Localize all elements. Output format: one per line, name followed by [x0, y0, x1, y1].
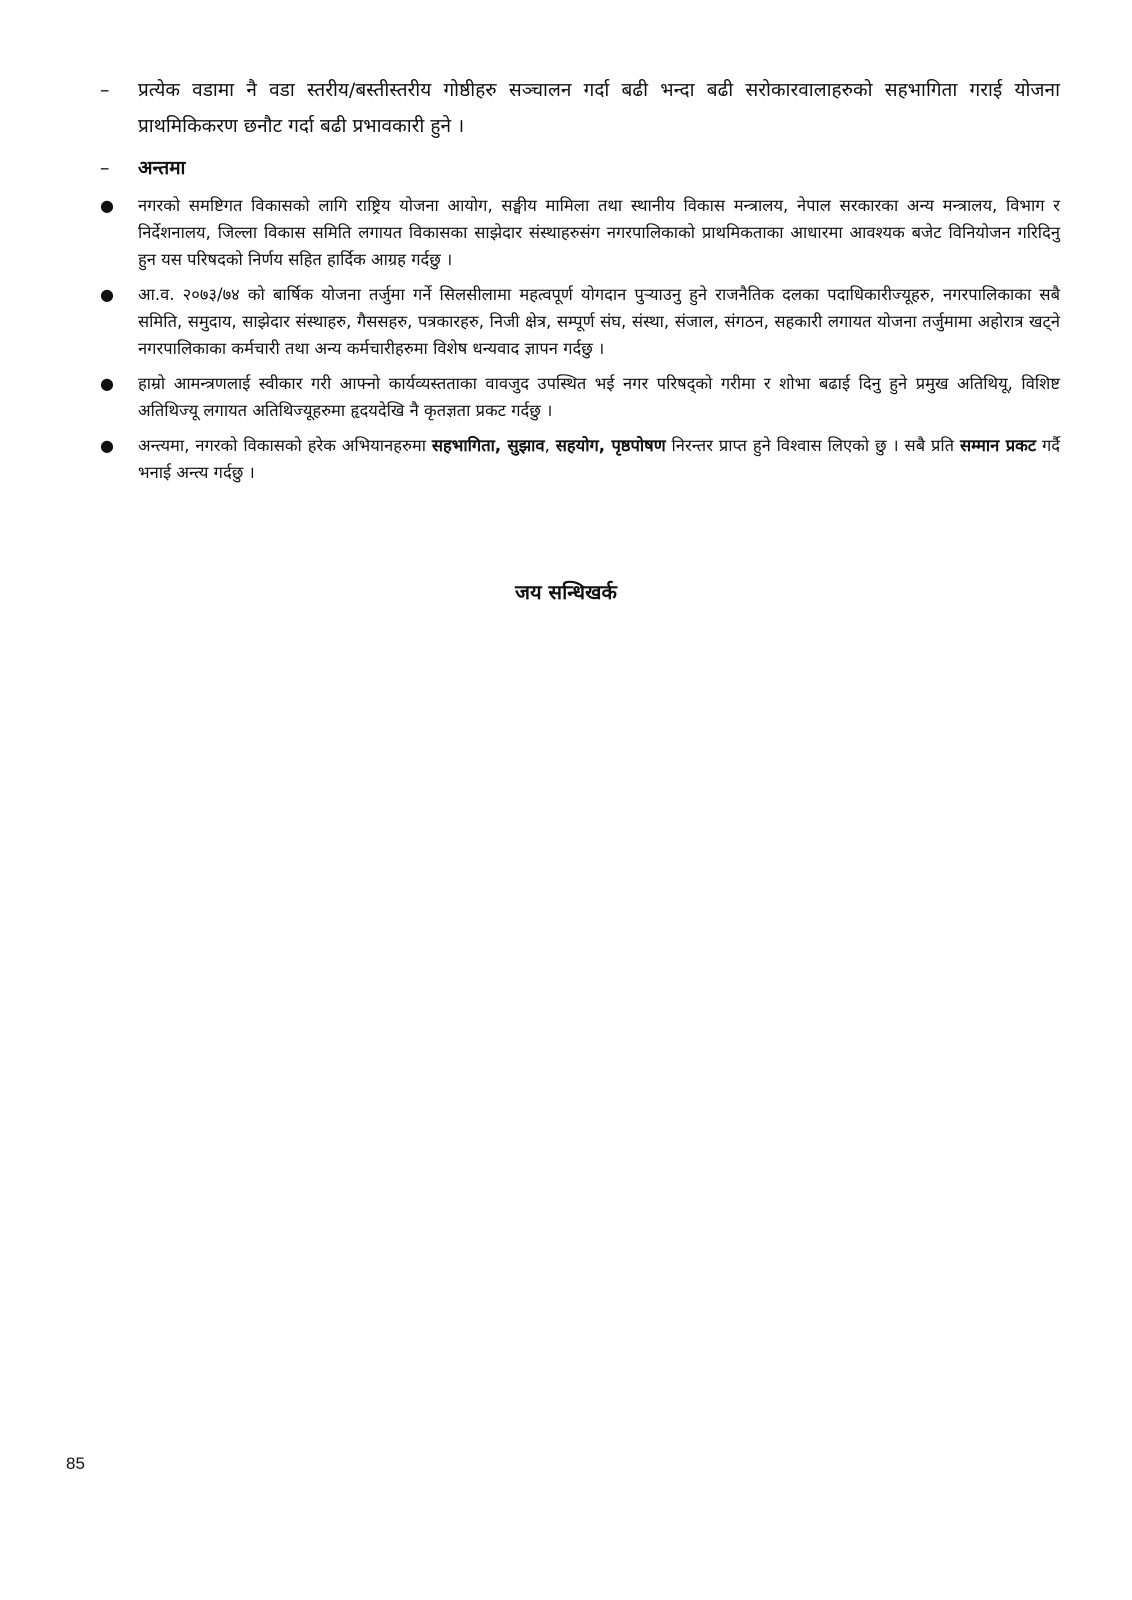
document-body	[100, 72, 1060, 494]
bullet-text	[138, 432, 1060, 486]
bullet-dot-icon: ●	[100, 196, 114, 215]
closing-slogan: जय सन्धिखर्क	[515, 580, 617, 604]
bullet-item	[100, 370, 1060, 424]
section-heading	[100, 150, 1060, 186]
text-segment: निरन्तर प्राप्त हुने विश्वास लिएको छु । सबै प्रति	[665, 436, 960, 455]
dash-marker: –	[100, 79, 110, 101]
page-number: 85	[66, 1454, 85, 1473]
bold-segment: सहयोग, पृष्ठपोषण	[555, 436, 666, 455]
dash-marker: –	[100, 157, 110, 179]
bullet-text: आ.व. २०७३/७४ को बार्षिक योजना तर्जुमा गर्ने सिलसीलामा महत्वपूर्ण योगदान पुर्‍याउनु हुने राजनैतिक दलका पदाधिकारीज्यूहरु, नगरपालिकाका सबै समिति, समुदाय, साझेदार संस्थाहरु, गैससहरु, पत्रकारहरु, निजी क्षेत्र, सम्पूर्ण संघ, संस्था, संजाल, संगठन, सहकारी लगायत योजना तर्जुमामा अहोरात्र खट्ने नगरपालिकाका कर्मचारी तथा अन्य कर्मचारीहरुमा विशेष धन्यवाद ज्ञापन गर्दछु ।	[138, 285, 1060, 358]
section-heading-text: अन्तमा	[138, 157, 186, 179]
bold-segment: सम्मान प्रकट	[959, 436, 1037, 455]
bullet-item	[100, 432, 1060, 486]
bullet-item	[100, 281, 1060, 362]
text-segment: अन्त्यमा, नगरको विकासको हरेक अभियानहरुमा	[138, 436, 432, 455]
bold-segment: सहभागिता, सुझाव	[431, 436, 545, 455]
bullet-item	[100, 192, 1060, 273]
dash-item-text: प्रत्येक वडामा नै वडा स्तरीय/बस्तीस्तरीय गोष्ठीहरु सञ्चालन गर्दा बढी भन्दा बढी सरोकारवालाहरुको सहभागिता गराई योजना प्राथमिकिकरण छनौट गर्दा बढी प्रभावकारी हुने ।	[138, 79, 1060, 137]
bullet-dot-icon: ●	[100, 285, 114, 304]
bullet-dot-icon: ●	[100, 436, 114, 455]
dash-list-item	[100, 72, 1060, 144]
bullet-text: नगरको समष्टिगत विकासको लागि राष्ट्रिय योजना आयोग, सङ्घीय मामिला तथा स्थानीय विकास मन्त्रालय, नेपाल सरकारका अन्य मन्त्रालय, विभाग र निर्देशनालय, जिल्ला विकास समिति लगायत विकासका साझेदार संस्थाहरुसंग नगरपालिकाको प्राथमिकताका आधारमा आवश्यक बजेट विनियोजन गरिदिनु हुन यस परिषदको निर्णय सहित हार्दिक आग्रह गर्दछु ।	[138, 196, 1060, 269]
text-segment: गर्दै भनाई अन्त्य गर्दछु ।	[138, 436, 1061, 482]
text-segment: ,	[544, 436, 556, 455]
bullet-dot-icon: ●	[100, 374, 114, 393]
bullet-text: हाम्रो आमन्त्रणलाई स्वीकार गरी आफ्नो कार्यव्यस्तताका वावजुद उपस्थित भई नगर परिषद्को गरीमा र शोभा बढाई दिनु हुने प्रमुख अतिथियू, विशिष्ट अतिथिज्यू लगायत अतिथिज्यूहरुमा हृदयदेखि नै कृतज्ञता प्रकट गर्दछु ।	[138, 374, 1060, 420]
bullet-list	[100, 192, 1060, 486]
